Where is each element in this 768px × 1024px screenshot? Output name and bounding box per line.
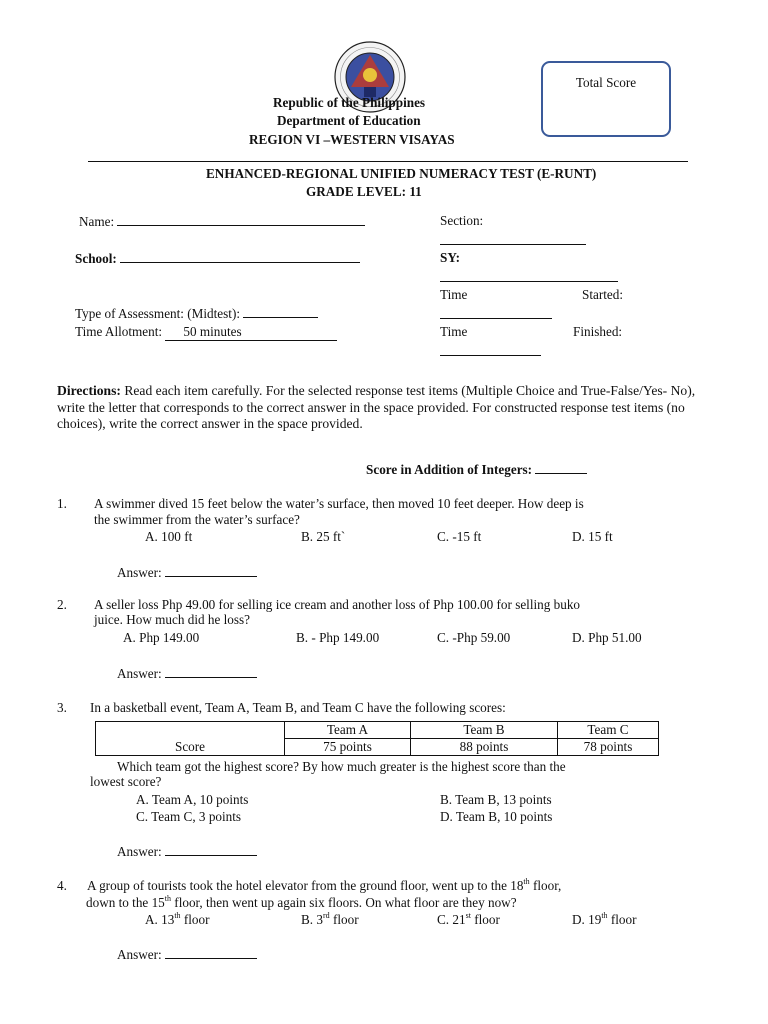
q4-choice-b[interactable] — [301, 912, 359, 928]
q4-choice-a[interactable] — [145, 912, 209, 928]
allotment-value: 50 minutes — [165, 324, 337, 341]
q4-choice-d[interactable] — [572, 912, 636, 928]
q1-text: A swimmer dived 15 feet below the water’s surface, then moved 10 feet deeper. How deep is — [94, 496, 584, 511]
table-header-team-a: Team A — [285, 722, 411, 739]
q4-text-part: down to the 15 — [86, 895, 165, 910]
time-finished-label: Time — [440, 324, 468, 339]
assessment-label: Type of Assessment: (Midtest): — [75, 306, 244, 321]
allotment-field — [75, 324, 337, 341]
q2-text-cont: juice. How much did he loss? — [94, 612, 251, 627]
table-cell-team-a: 75 points — [285, 739, 411, 756]
q2-choice-b[interactable]: B. - Php 149.00 — [296, 630, 380, 645]
table-cell-team-c: 78 points — [558, 739, 659, 756]
allotment-label: Time Allotment: — [75, 324, 166, 339]
q4-answer[interactable] — [117, 946, 257, 963]
directions — [57, 383, 697, 433]
school-label: School: — [75, 251, 121, 266]
answer-label: Answer: — [117, 666, 165, 681]
q2-number: 2. — [57, 597, 67, 612]
choice-text: floor — [329, 912, 359, 927]
q4-text-cont — [86, 895, 517, 911]
choice-superscript: th — [174, 911, 181, 920]
score-section — [366, 461, 587, 478]
total-score-box[interactable] — [541, 61, 671, 137]
sy-blank[interactable] — [440, 269, 618, 282]
name-field[interactable] — [79, 213, 365, 230]
q1-number: 1. — [57, 496, 67, 511]
q3-question: Which team got the highest score? By how much greater is the highest score than the — [117, 759, 566, 774]
q4-number: 4. — [57, 878, 67, 893]
total-score-label: Total Score — [575, 75, 637, 90]
sy-label: SY: — [440, 250, 461, 265]
q4-answer-blank[interactable] — [165, 946, 257, 959]
q3-choice-c[interactable]: C. Team C, 3 points — [136, 809, 242, 824]
q3-text: In a basketball event, Team A, Team B, and Team C have the following scores: — [90, 700, 506, 715]
time-started-blank[interactable] — [440, 306, 552, 319]
choice-superscript: rd — [322, 911, 330, 920]
test-title: ENHANCED-REGIONAL UNIFIED NUMERACY TEST (E-RUNT) — [206, 166, 597, 181]
q4-choice-c[interactable] — [437, 912, 500, 928]
q3-choice-a[interactable]: A. Team A, 10 points — [136, 792, 249, 807]
q3-answer[interactable] — [117, 843, 257, 860]
q2-choice-a[interactable]: A. Php 149.00 — [123, 630, 200, 645]
directions-label: Directions: — [57, 383, 121, 398]
q1-answer-blank[interactable] — [165, 564, 257, 577]
q3-answer-blank[interactable] — [165, 843, 257, 856]
table-corner-cell — [96, 722, 285, 739]
name-blank[interactable] — [117, 213, 365, 226]
header-divider — [88, 161, 688, 162]
q4-text-part: floor, — [529, 878, 562, 893]
assessment-field[interactable] — [75, 305, 318, 322]
name-label: Name: — [79, 214, 118, 229]
table-row — [96, 739, 659, 756]
q2-answer-blank[interactable] — [165, 665, 257, 678]
choice-text: D. 19 — [572, 912, 602, 927]
q1-choice-d[interactable]: D. 15 ft — [572, 529, 613, 544]
header-region: REGION VI –WESTERN VISAYAS — [249, 132, 455, 147]
q3-choice-d[interactable]: D. Team B, 10 points — [440, 809, 553, 824]
score-section-blank[interactable] — [535, 461, 587, 474]
table-header-row — [96, 722, 659, 739]
q2-choice-c[interactable]: C. -Php 59.00 — [437, 630, 511, 645]
table-cell-team-b: 88 points — [411, 739, 558, 756]
q2-answer[interactable] — [117, 665, 257, 682]
finished-label: Finished: — [573, 324, 623, 339]
section-label: Section: — [440, 213, 484, 228]
choice-text: A. 13 — [145, 912, 175, 927]
q3-question-cont: lowest score? — [90, 774, 162, 789]
choice-text: floor — [607, 912, 637, 927]
choice-text: floor — [470, 912, 500, 927]
answer-label: Answer: — [117, 947, 165, 962]
assessment-blank[interactable] — [243, 305, 318, 318]
directions-text: Read each item carefully. For the selected response test items (Multiple Choice and True-False/Yes- No), write the letter that corresponds to the correct answer in the space provided. For constructed response test items (no choices), write the correct answer in the space provided. — [57, 383, 696, 432]
choice-text: B. 3 — [301, 912, 323, 927]
answer-label: Answer: — [117, 844, 165, 859]
table-row-label: Score — [96, 739, 285, 756]
choice-superscript: st — [465, 911, 471, 920]
q1-text-cont: the swimmer from the water’s surface? — [94, 512, 300, 527]
team-scores-table — [95, 721, 659, 756]
q2-choice-d[interactable]: D. Php 51.00 — [572, 630, 642, 645]
section-blank[interactable] — [440, 232, 586, 245]
q1-choice-c[interactable]: C. -15 ft — [437, 529, 482, 544]
grade-level: GRADE LEVEL: 11 — [306, 184, 422, 199]
q4-text-part: floor, then went up again six floors. On what floor are they now? — [171, 895, 517, 910]
q3-number: 3. — [57, 700, 67, 715]
q1-choice-b[interactable]: B. 25 ft` — [301, 529, 346, 544]
time-started-label: Time — [440, 287, 468, 302]
score-section-label: Score in Addition of Integers: — [366, 462, 536, 477]
started-label: Started: — [582, 287, 624, 302]
school-field[interactable] — [75, 250, 360, 267]
time-finished-blank[interactable] — [440, 343, 541, 356]
choice-text: floor — [180, 912, 210, 927]
q1-answer[interactable] — [117, 564, 257, 581]
school-blank[interactable] — [120, 250, 360, 263]
answer-label: Answer: — [117, 565, 165, 580]
header-republic: Republic of the Philippines — [273, 95, 426, 110]
table-header-team-c: Team C — [558, 722, 659, 739]
choice-superscript: th — [601, 911, 608, 920]
q4-superscript: th — [164, 894, 171, 903]
q2-text: A seller loss Php 49.00 for selling ice cream and another loss of Php 100.00 for selling buko — [94, 597, 581, 612]
header-department: Department of Education — [277, 113, 421, 128]
q1-choice-a[interactable]: A. 100 ft — [145, 529, 193, 544]
choice-text: C. 21 — [437, 912, 466, 927]
q4-text — [87, 878, 561, 894]
q4-superscript: th — [523, 877, 530, 886]
q4-text-part: A group of tourists took the hotel elevator from the ground floor, went up to the 18 — [87, 878, 524, 893]
table-header-team-b: Team B — [411, 722, 558, 739]
q3-choice-b[interactable]: B. Team B, 13 points — [440, 792, 552, 807]
